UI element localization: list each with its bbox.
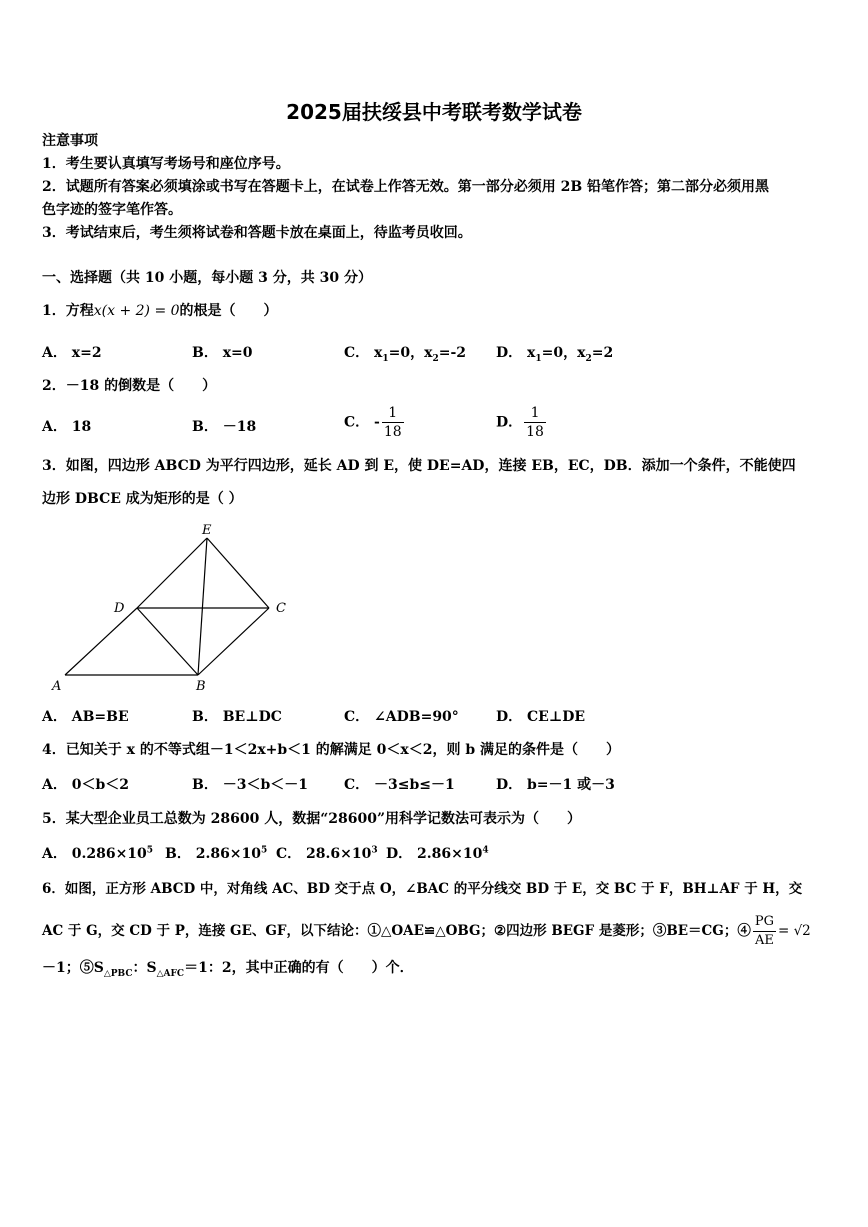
q1-option-b: B． x=0 xyxy=(192,345,253,361)
q5-a-base: A． 0.286×10 xyxy=(42,846,147,862)
label-a: A xyxy=(52,679,62,694)
question-3-line-2: 边形 DBCE 成为矩形的是（ ） xyxy=(42,491,243,507)
q5-option-d xyxy=(386,843,489,863)
q3-option-d: D． CE⊥DE xyxy=(496,709,586,725)
notice-heading: 注意事项 xyxy=(42,133,98,149)
segment-eb xyxy=(198,538,207,675)
q4-option-c: C． －3≤b≤－1 xyxy=(344,777,455,793)
q1-c-pre: C． x xyxy=(344,345,383,361)
q3-option-b: B． BE⊥DC xyxy=(192,709,282,725)
q1-stem-suffix: 的根是（ ） xyxy=(179,303,278,319)
q2-d-denominator: 18 xyxy=(526,424,544,440)
q1-c-mid: =0，x xyxy=(388,345,433,361)
q2-c-denominator: 18 xyxy=(383,424,402,440)
q6-numerator: PG xyxy=(753,913,776,932)
segment-ad xyxy=(65,608,137,675)
notice-item-2-cont: 色字迹的签字笔作答。 xyxy=(42,202,182,218)
question-6-line-1: 6．如图，正方形 ABCD 中，对角线 AC、BD 交于点 O，∠BAC 的平分线交 BD 于 E，交 BC 于 F，BH⊥AF 于 H，交 xyxy=(42,881,803,897)
q6-line-3-c: ＝1：2，其中正确的有（ ）个． xyxy=(184,960,414,976)
label-b: B xyxy=(196,679,206,694)
q1-option-c xyxy=(344,342,466,364)
q6-line-2-text: AC 于 G，交 CD 于 P，连接 GE、GF，以下结论：①△OAE≌△OBG；②四边形 BEGF 是菱形；③BE＝CG；④ xyxy=(42,923,751,939)
page-title: 2025届扶绥县中考联考数学试卷 xyxy=(286,100,582,124)
q2-c-label: C． - xyxy=(344,414,380,431)
q5-c-exponent: 3 xyxy=(371,845,378,856)
q6-rhs: = √2 xyxy=(777,923,811,939)
q2-d-numerator: 1 xyxy=(524,404,546,423)
q5-d-base: D． 2.86×10 xyxy=(386,846,483,862)
q4-option-b: B． －3＜b＜－1 xyxy=(192,777,308,793)
label-c: C xyxy=(276,601,286,616)
q1-equation: x(x + 2) = 0 xyxy=(93,303,180,319)
q6-line-3-a: －1；⑤S xyxy=(42,960,104,976)
q1-c-sub2: 2 xyxy=(432,353,439,364)
q6-sub-pbc: △PBC xyxy=(103,968,133,979)
segment-de xyxy=(137,538,207,608)
q5-option-c xyxy=(276,843,378,863)
segment-cb xyxy=(198,608,269,675)
q1-d-sub2: 2 xyxy=(585,353,592,364)
q2-option-b: B． －18 xyxy=(192,419,257,435)
question-5-stem: 5．某大型企业员工总数为 28600 人，数据“28600”用科学记数法可表示为（ ） xyxy=(42,811,582,827)
question-3-line-1: 3．如图，四边形 ABCD 为平行四边形，延长 AD 到 E，使 DE=AD，连接 EB，EC，DB．添加一个条件，不能使四 xyxy=(42,458,796,474)
q1-c-sub1: 1 xyxy=(382,353,389,364)
q1-stem-prefix: 1．方程 xyxy=(42,303,94,319)
q5-option-b xyxy=(165,843,267,863)
q6-sub-afc: △AFC xyxy=(156,968,185,979)
q1-d-post: =2 xyxy=(591,345,614,361)
question-4-stem: 4．已知关于 x 的不等式组－1＜2x+b＜1 的解满足 0＜x＜2，则 b 满足的条件是（ ） xyxy=(42,742,621,758)
label-e: E xyxy=(202,523,212,538)
q5-d-exponent: 4 xyxy=(482,845,489,856)
q2-option-a: A． 18 xyxy=(42,419,92,435)
q2-option-d xyxy=(496,404,548,441)
q3-option-a: A． AB=BE xyxy=(42,709,129,725)
question-2-stem: 2．－18 的倒数是（ ） xyxy=(42,378,217,394)
q2-d-fraction xyxy=(524,404,546,441)
q1-d-pre: D． x xyxy=(496,345,536,361)
notice-item-1: 1．考生要认真填写考场号和座位序号。 xyxy=(42,156,290,172)
notice-item-2: 2．试题所有答案必须填涂或书写在答题卡上，在试卷上作答无效。第一部分必须用 2B 铅笔作答；第二部分必须用黑 xyxy=(42,179,770,195)
question-6-line-2 xyxy=(42,913,811,950)
q6-line-3-b: ：S xyxy=(132,960,157,976)
q1-d-mid: =0，x xyxy=(541,345,586,361)
section-heading: 一、选择题（共 10 小题，每小题 3 分，共 30 分） xyxy=(42,270,372,286)
q5-c-base: C． 28.6×10 xyxy=(276,846,372,862)
segment-ec xyxy=(207,538,269,608)
q6-denominator: AE xyxy=(754,933,774,948)
q1-d-sub1: 1 xyxy=(535,353,542,364)
q2-c-numerator: 1 xyxy=(382,404,404,423)
question-6-line-3 xyxy=(42,957,414,979)
q4-option-a: A． 0＜b＜2 xyxy=(42,777,130,793)
q6-fraction xyxy=(753,913,776,950)
label-d: D xyxy=(114,601,125,616)
q3-figure xyxy=(40,520,300,700)
q5-option-a xyxy=(42,843,153,863)
q5-a-exponent: 5 xyxy=(146,845,154,856)
q1-c-post: =-2 xyxy=(438,345,467,361)
q1-option-a: A． x=2 xyxy=(42,345,102,361)
question-1-stem xyxy=(42,300,278,320)
notice-item-3: 3．考试结束后，考生须将试卷和答题卡放在桌面上，待监考员收回。 xyxy=(42,225,472,241)
q3-option-c: C． ∠ADB=90° xyxy=(344,709,459,725)
q5-b-base: B． 2.86×10 xyxy=(165,846,262,862)
q1-option-d xyxy=(496,342,613,364)
q2-d-label: D． xyxy=(496,414,523,431)
q5-b-exponent: 5 xyxy=(261,845,268,856)
segment-db xyxy=(137,608,198,675)
q4-option-d: D． b=－1 或－3 xyxy=(496,777,615,793)
q2-c-fraction xyxy=(382,404,404,441)
q2-option-c xyxy=(344,404,406,441)
